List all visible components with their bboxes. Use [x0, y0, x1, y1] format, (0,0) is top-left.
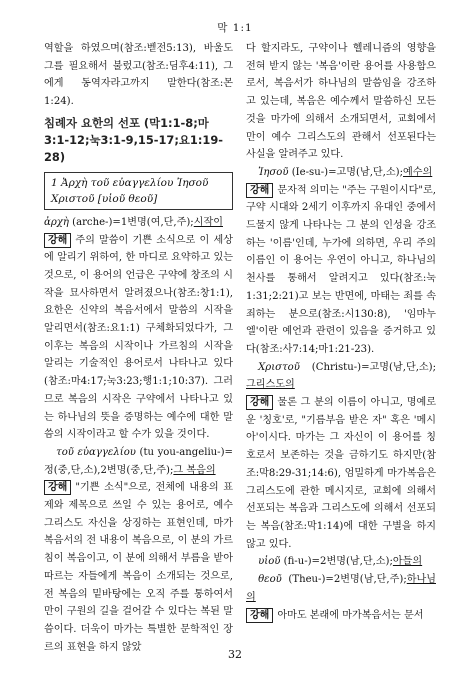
exposition-paragraph: [44, 479, 233, 656]
exposition-paragraph: [44, 232, 233, 444]
exposition-tag: 강해: [44, 233, 71, 248]
meaning: 예수의: [402, 166, 433, 178]
exposition-tag: 강해: [246, 183, 273, 198]
exposition-text: "기쁜 소식"으로, 전체에 내용의 표제와 제목으로 쓰일 수 있는 용어로, 예수 그리스도 자신을 상징하는 표현인데, 마가복음서의 전 내용이 복음으로, 이 분의 가르침이 복음이고, 이 분에 의해서 부름을 받아 따르는 자들에게 복음이 소개되는 것으로, 전 복음의 밑바탕에는 오직 주를 통하여서만이 구원의 길을 걸어갈 수 있다는 복된 말씀이다. 더욱이 마가는 특별한 문학적인 장르의 표현을 하지 않았: [44, 482, 233, 653]
exposition-tag: 강해: [246, 608, 273, 623]
running-head: 막 1:1: [217, 22, 253, 34]
parsing: (fi-u-)=2변명(남,단,소);: [280, 556, 393, 568]
page-number: 32: [228, 648, 242, 661]
word-entry-christou: [246, 359, 436, 394]
meaning: 그 복음의: [173, 464, 216, 476]
parsing: (Christu-)=고명(남,단,소);: [299, 361, 436, 373]
section-title: 침례자 요한의 선포 (막1:1-8;마3:1-12;눅3:1-9,15-17;요1:19-28): [44, 115, 223, 164]
greek-word: Χριστοῦ: [258, 361, 300, 373]
exposition-text: 물론 그 분의 이름이 아니고, 명예로운 '칭호'로, "기름부음 받은 자" 혹은 '메시아'이시다. 마가는 그 자신이 이 용어를 칭호로서 보존하는 것을 금하기도 하지만(참조:막8:29-31;14:6), 엄밀하게 마가복음은 그리스도에 관한 메시지로, 교회에 의해서 선포되는 복음과 그리스도에 의해서 선포되는 복음(참조:막1:14)에 대한 구별을 하지 않고 있다.: [246, 397, 436, 550]
parsing: (Ie-su-)=고명(남,단,소);: [288, 166, 403, 178]
meaning: 시작이: [193, 216, 223, 228]
word-entry-iesou: [246, 164, 436, 182]
parsing: (tu you-angeliu-)=정(중,단,소),2변명(중,단,주);: [44, 446, 233, 476]
exposition-text: 아마도 본래에 마가복음서는 문서: [277, 609, 424, 621]
greek-word: θεοῦ: [258, 574, 282, 586]
word-entry-arche: [44, 214, 233, 232]
parsing: (arche-)=1변명(여,단,주);: [68, 216, 194, 228]
continued-paragraph: 다 할지라도, 구약이나 헬레니즘의 영향을 전혀 받지 않는 '복음'이란 용어를 사용함으로서, 복음서가 하나님의 말씀임을 강조하고 있는데, 복음은 예수께서 말씀하신 모든 것을 마가에 의해서 소개되면서, 교회에서만이 예수 그리스도의 관해서 선포된다는 사실을 알려주고 있다.: [246, 43, 436, 161]
exposition-text: 문자적 의미는 "주는 구원이시다"로, 구약 시대와 2세기 이후까지 유대인 중에서 드물지 않게 나타나는 그 분의 인성을 강조하는 '이름'인데, 누가에 의하면, 우리 주의 이름인 이 용어는 우연이 아니고, 하나님의 천사를 통해서 알려지고 있다(참조:눅1:31;2:21)고 보는 반면에, 마태는 죄를 속죄하는 분으로(참조:시130:8), '임마누엘'이란 예언과 관련이 있음을 증거하고 있다(참조:사7:14;마1:21-23).: [246, 184, 436, 355]
intro-paragraph: 역할을 하였으며(참조:벧전5:13), 바울도 그를 필요해서 불렀고(참조:딤후4:11), 그에게 동역자라고까지 말한다(참조:몬1:24).: [44, 43, 233, 108]
greek-word: υἱοῦ: [258, 556, 281, 568]
exposition-tag: 강해: [246, 395, 273, 410]
verse-box: [44, 172, 233, 210]
exposition-paragraph: [246, 394, 436, 553]
parsing: (Theu-)=2변명(남,단,주);: [281, 574, 407, 586]
greek-word: ἀρχὴ: [44, 216, 69, 228]
exposition-text: 주의 말씀이 기쁜 소식으로 이 세상에 알리기 위하여, 한 마디로 요약하고 있는 것으로, 이 용어의 언급은 구약에 창조의 시작을 묘사하면서 알려졌으나(참조:창1:1), 요한은 신약의 복음서에서 말씀의 시작을 알리면서(참조:요1:1) 구체화되었다가, 그 이후는 복음의 시작이나 가르침의 시작을 알리는 기술적인 용어로서 나타나고 있다(참조:마4:17;눅3:23;행1:1;10:37). 그러므로 복음의 시작은 구약에서 나타나고 있는 하나님의 뜻을 증명하는 예수에 대한 말씀의 시작이라고 할 수가 있을 것이다.: [44, 234, 233, 441]
verse-greek: 1 Ἀρχὴ τοῦ εὐαγγελίου Ἰησοῦ Χριστοῦ [υἱοῦ θεοῦ]: [51, 176, 209, 205]
meaning: 아들의: [392, 556, 423, 568]
exposition-paragraph: [246, 607, 436, 625]
meaning: 그리스도의: [246, 379, 295, 391]
left-column: [44, 40, 233, 656]
word-entry-huiou: [246, 553, 436, 571]
word-entry-euangeliou: [44, 444, 233, 479]
exposition-paragraph: [246, 182, 436, 359]
word-entry-theou: [246, 571, 436, 606]
greek-word: Ἰησοῦ: [258, 166, 289, 178]
right-column: [246, 40, 436, 624]
meaning: 하나님의: [246, 574, 436, 603]
greek-word: τοῦ εὐαγγελίου: [56, 446, 136, 458]
exposition-tag: 강해: [44, 480, 71, 495]
